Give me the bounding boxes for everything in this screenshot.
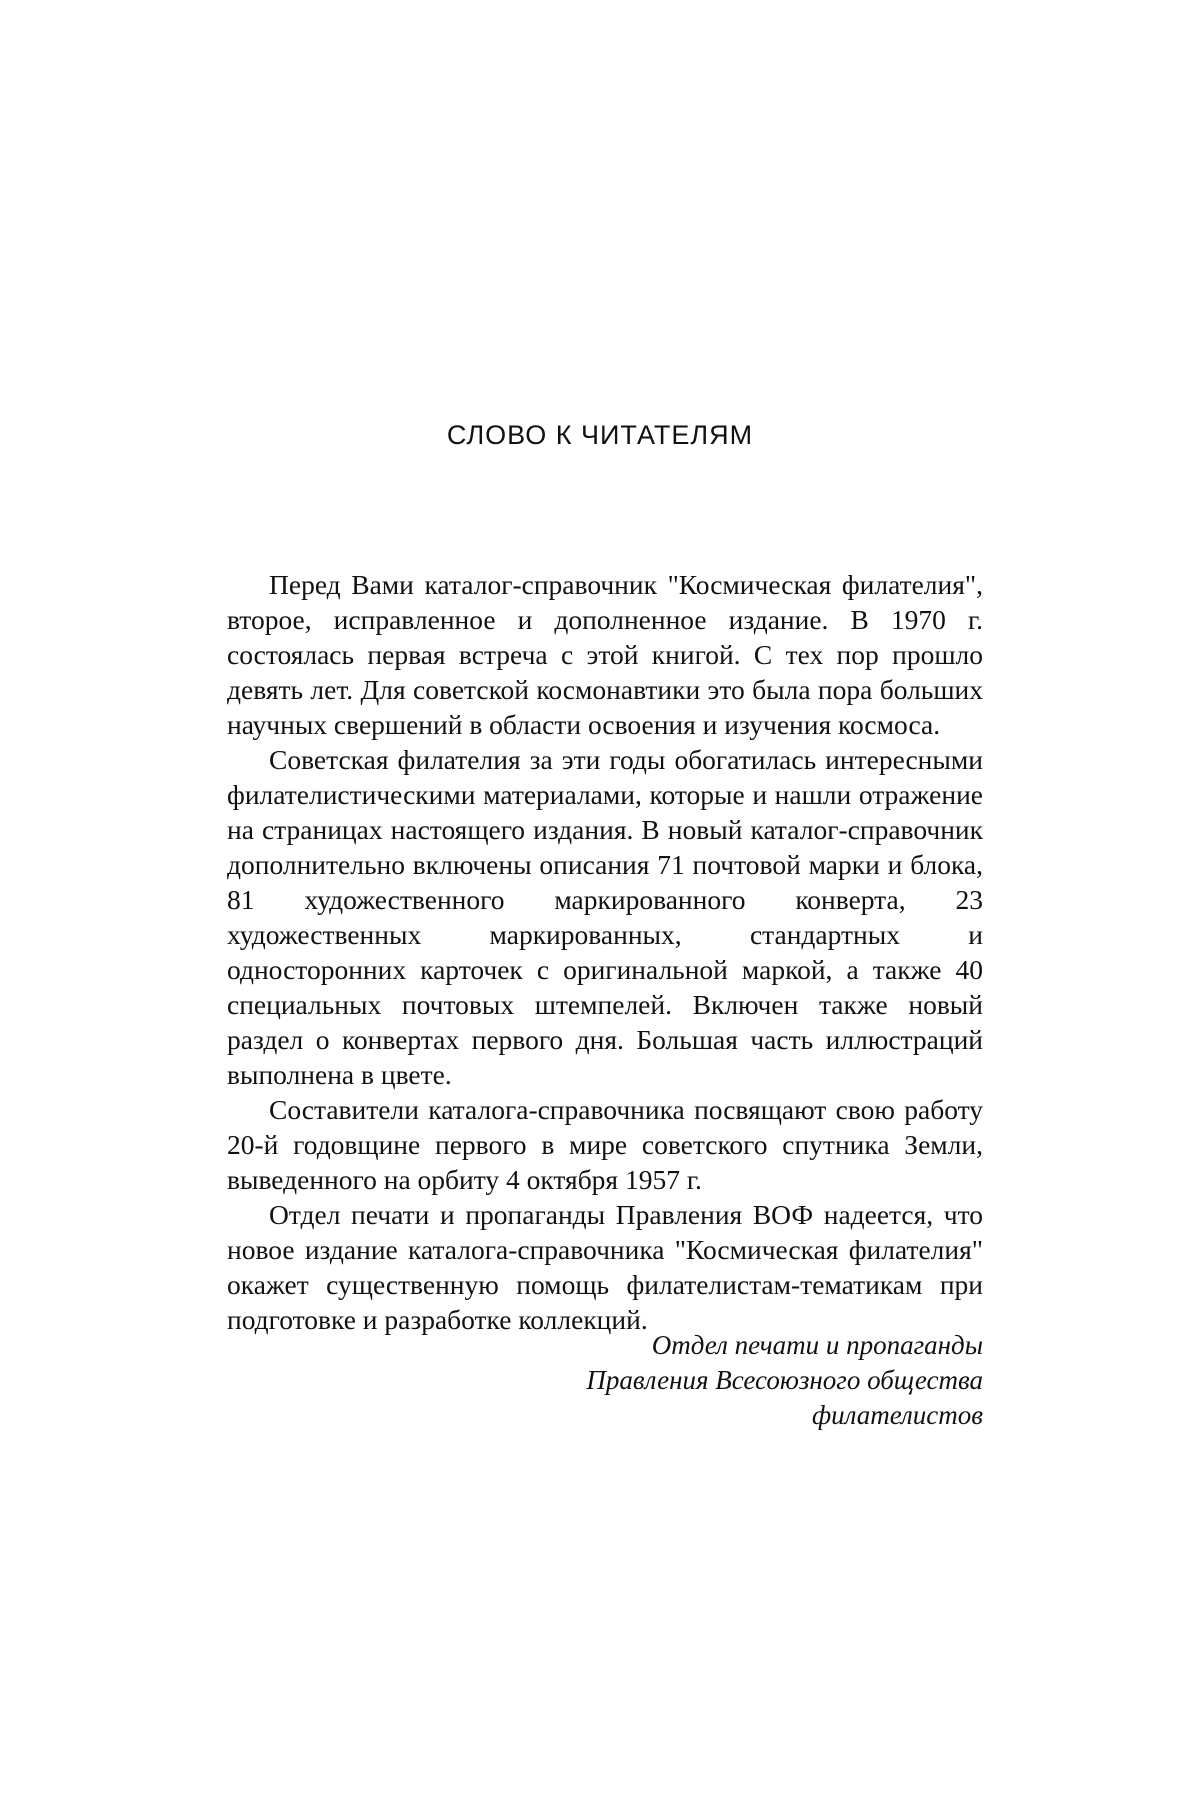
signature-line-2: Правления Всесоюзного общества bbox=[586, 1365, 983, 1395]
signature-line-1: Отдел печати и пропаганды bbox=[651, 1330, 983, 1360]
signature-line-3: филателистов bbox=[811, 1400, 983, 1430]
page-title: СЛОВО К ЧИТАТЕЛЯМ bbox=[446, 420, 754, 450]
paragraph-3: Составители каталога-справочника посвящают свою работу 20-й годовщине первого в мире советского спутника Земли, выведенного на орбиту 4 октября 1957 г. bbox=[227, 1094, 983, 1195]
body-text bbox=[227, 567, 983, 1337]
paragraph-4: Отдел печати и пропаганды Правления ВОФ надеется, что новое издание каталога-справочника "Космическая филателия" окажет существенную помощь филателистам-тематикам при подготовке и разработке коллекций. bbox=[227, 1199, 983, 1335]
paragraph-1: Перед Вами каталог-справочник "Космическая филателия", второе, исправленное и дополненное издание. В 1970 г. состоялась первая встреча с этой книгой. С тех пор прошло девять лет. Для советской космонавтики это была пора больших научных свершений в области освоения и изучения космоса. bbox=[227, 569, 983, 740]
paragraph-2: Советская филателия за эти годы обогатилась интересными филателистическими материалами, которые и нашли отражение на страницах настоящего издания. В новый каталог-справочник дополнительно включены описания 71 почтовой марки и блока, 81 художественного маркированного конверта, 23 художественных маркированных, стандартных и односторонних карточек с оригинальной маркой, а также 40 специальных почтовых штемпелей. Включен также новый раздел о конвертах первого дня. Большая часть иллюстраций выполнена в цвете. bbox=[227, 744, 983, 1090]
signature-block bbox=[586, 1328, 983, 1433]
